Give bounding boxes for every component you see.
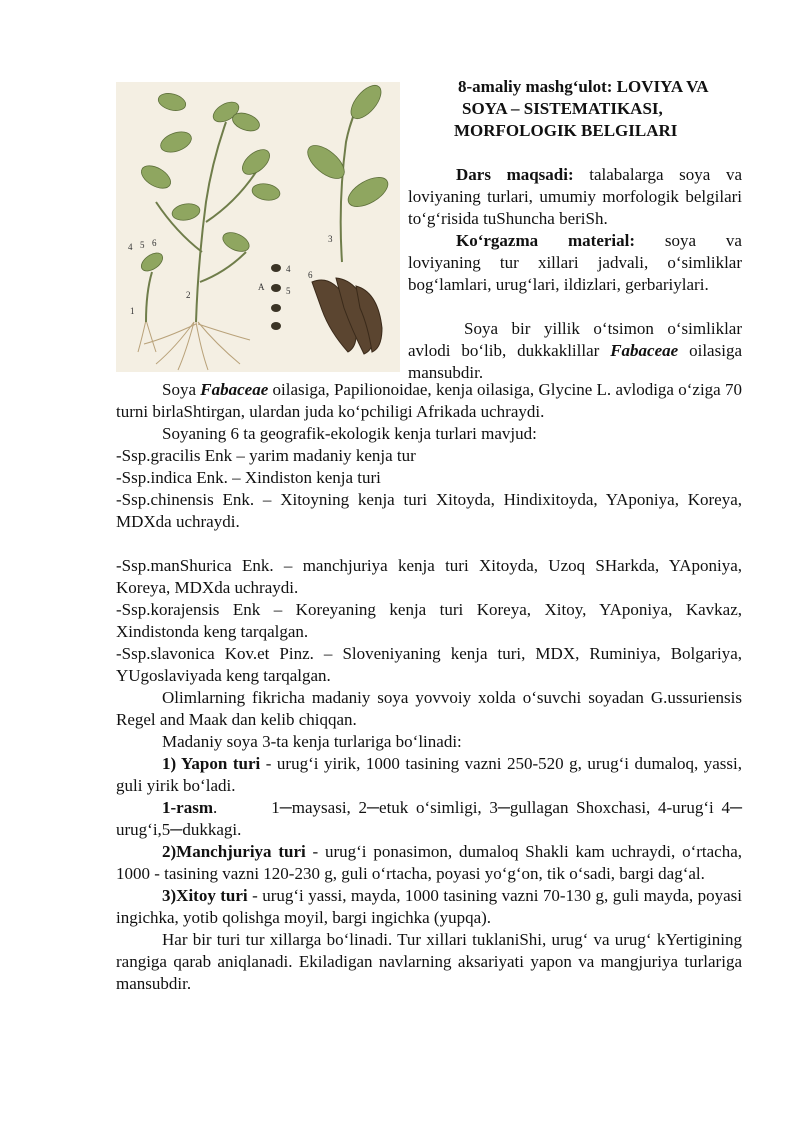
group-japanese [116,753,742,797]
goal-text: talabalarga soya va loviyaning turlari, umumiy morfologik belgilari to‘g‘risida tuShuncha beriSh. [408,165,742,228]
title-line: SOYA – SISTEMATIKASI, [462,99,663,118]
paragraph-family [116,379,742,423]
fig-label: 3 [328,234,333,244]
group-label: 1) Yapon turi [162,754,261,773]
family-name: Fabaceae [200,380,269,399]
paragraph-origin: Olimlarning fikricha madaniy soya yovvoiy xolda o‘suvchi soyadan G.ussuriensis Regel and Maak dan kelib chiqqan. [116,688,742,729]
fig-label: 6 [152,238,157,248]
main-body [116,379,747,995]
soybean-illustration [116,82,400,372]
fig-label: 4 [128,242,133,252]
subspecies-item: -Ssp.slavonica Kov.et Pinz. – Sloveniyaning kenja turi, MDX, Ruminiya, Bolgariya, YUgoslaviyada keng tarqalgan. [116,644,742,685]
soybean-plant-drawing [116,82,400,372]
subspecies-item: -Ssp.korajensis Enk – Koreyaning kenja turi Koreya, Xitoy, YAponiya, Kavkaz, Xindistonda keng tarqalgan. [116,600,742,641]
subspecies-item: -Ssp.gracilis Enk – yarim madaniy kenja tur [116,446,416,465]
paragraph-groups-intro: Madaniy soya 3-ta kenja turlariga bo‘linadi: [162,732,462,751]
title-line: 8-amaliy mashg‘ulot: LOVIYA VA [458,77,709,96]
subspecies-item: -Ssp.indica Enk. – Xindiston kenja turi [116,468,381,487]
page-title [432,76,762,142]
text: oilasiga, Papilionoidae, kenja oilasiga, Glycine L. avlodiga o‘ziga 70 turni birlaShtirgan, ulardan juda ko‘pchiligi Afrikada uchraydi. [116,380,743,421]
fig-label: 4 [286,264,291,274]
fig-label: 2 [186,290,191,300]
subspecies-item: -Ssp.chinensis Enk. – Xitoyning kenja turi Xitoyda, Hindixitoyda, YAponiya, Koreya, MDXda uchraydi. [116,490,742,531]
intro-text: Soya bir yillik o‘tsimon o‘simliklar avlodi bo‘lib, dukkaklillar [408,319,742,360]
spacer [116,533,742,555]
intro-paragraph [408,318,742,384]
paragraph-final: Har bir turi tur xillarga bo‘linadi. Tur xillari tuklaniShi, urug‘ va urug‘ kYertigining rangiga qarab aniqlanadi. Ekiladigan navlarning aksariyati yapon va mangjuriya turlariga mansubdir. [116,930,742,993]
group-chinese [116,885,742,929]
title-line: MORFOLOGIK BELGILARI [454,121,678,140]
fig-label: 5 [286,286,291,296]
fig-label: 5 [140,240,145,250]
group-text: - urug‘i ponasimon, dumaloq Shakli kam uchraydi, o‘rtacha, 1000 - tasining vazni 120-230 g, guli o‘rtacha, poyasi yo‘g‘on, tik o‘sadi, bargi dag‘al. [116,842,742,883]
caption-text: . 1─maysasi, 2─etuk o‘simligi, 3─gullagan Shoxchasi, 4-urug‘i 4─ urug‘i,5─dukkagi. [116,798,747,839]
group-label: 3)Xitoy turi [162,886,248,905]
group-label: 2)Manchjuriya turi [162,842,306,861]
exhibit-label: Ko‘rgazma material: [456,231,636,250]
group-manchurian [116,841,742,885]
group-text: - urug‘i yirik, 1000 tasining vazni 250-520 g, urug‘i dumaloq, yassi, guli yirik bo‘ladi. [116,754,742,795]
family-name: Fabaceae [610,341,679,360]
goal-label: Dars maqsadi: [456,165,574,184]
figure-caption [116,797,747,841]
lesson-goal [408,164,742,230]
subspecies-item: -Ssp.manShurica Enk. – manchjuriya kenja turi Xitoyda, Uzoq SHarkda, YAponiya, Koreya, MDXda uchraydi. [116,556,742,597]
paragraph-subspecies-intro: Soyaning 6 ta geografik-ekologik kenja turlari mavjud: [162,424,537,443]
text: Soya [162,380,201,399]
exhibit-text: soya va loviyaning tur xillari jadvali, o‘simliklar bog‘lamlari, urug‘lari, ildizlari, gerbariylari. [408,231,742,294]
group-text: - urug‘i yassi, mayda, 1000 tasining vazni 70-130 g, guli mayda, poyasi ingichka, yotib qolishga moyil, bargi ingichka (yupqa). [116,886,742,927]
fig-label: 6 [308,270,313,280]
exhibit-material [408,230,742,296]
caption-label: 1-rasm [162,798,213,817]
fig-label: 1 [130,306,135,316]
intro-text-end: oilasiga mansubdir. [408,341,742,382]
fig-label: A [258,282,265,292]
